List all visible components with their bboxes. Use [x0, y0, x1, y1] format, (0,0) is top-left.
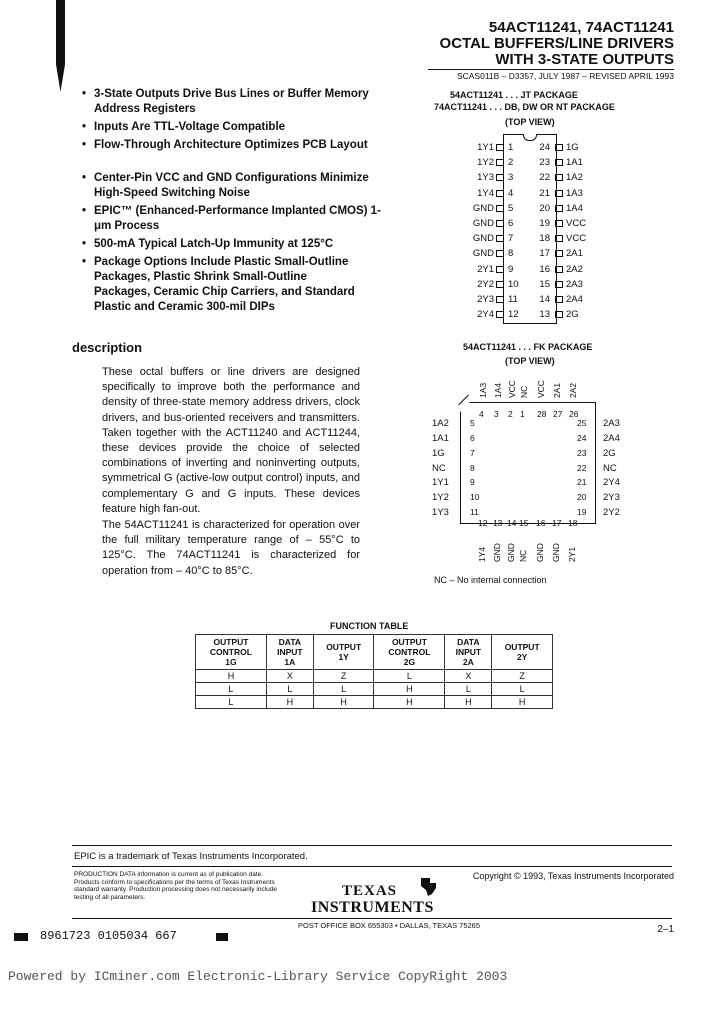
- pin-name: 1A3: [566, 187, 583, 199]
- fk-bottom-pin-label: 1Y4: [477, 546, 487, 562]
- fk-right-pin-number: 20: [577, 492, 587, 502]
- pin-name: VCC: [566, 218, 587, 229]
- header-line: INPUT: [277, 647, 303, 657]
- fk-right-pin-name: 2Y2: [603, 507, 620, 518]
- pin-number: 12: [508, 309, 519, 321]
- production-data-note: PRODUCTION DATA information is current as of publication date. Products conform to specifications per the terms of Texas Instruments standard warranty. Production processing does not necessarily include testing of all parameters.: [74, 871, 277, 901]
- function-table-cell: L: [445, 683, 492, 696]
- pin-number: 8: [508, 248, 514, 260]
- pin-name: 1Y3: [477, 172, 494, 184]
- pin-number: 10: [508, 278, 519, 290]
- function-table-cell: Z: [492, 670, 553, 683]
- pin-name: 2Y2: [477, 278, 494, 290]
- dip-pin-left: [458, 279, 519, 290]
- pin-stub: [555, 174, 563, 181]
- fk-right-pin-number: 24: [577, 433, 587, 443]
- dip-pin-right: [536, 294, 583, 305]
- fk-top-pin-number: 4: [479, 409, 484, 419]
- function-table-cell: H: [492, 696, 553, 709]
- fk-left-pin-number: 9: [470, 477, 475, 487]
- fk-bottom-pin-label: GND: [551, 543, 561, 562]
- function-table-cell: L: [374, 670, 445, 683]
- header-line: OUTPUT: [504, 642, 540, 652]
- pin-stub: [496, 220, 504, 227]
- dip-pin-right: [536, 188, 583, 199]
- fk-top-pin-number: 26: [569, 409, 579, 419]
- fk-left-pin-name: NC: [432, 463, 446, 474]
- pin-number: 18: [539, 233, 550, 245]
- header-line: DATA: [278, 637, 302, 647]
- feature-item: • 3-State Outputs Drive Bus Lines or Buffer Memory Address Registers: [82, 88, 369, 115]
- fk-top-pin-number: 28: [537, 409, 547, 419]
- pin-name: 2Y3: [477, 294, 494, 305]
- barcode-bar-right: [216, 933, 228, 941]
- function-table-row: [196, 683, 553, 696]
- pin-number: 1: [508, 142, 514, 153]
- fk-top-pin-label: 1A4: [493, 382, 503, 398]
- pin-number: 13: [539, 309, 550, 321]
- doc-code: SCAS011B – D3357, JULY 1987 – REVISED APRIL 1993: [456, 71, 674, 81]
- fk-right-pin-number: 25: [577, 418, 587, 428]
- pin-stub: [555, 190, 563, 197]
- pin-stub: [496, 250, 504, 257]
- fk-bottom-pin-label: GND: [535, 543, 545, 562]
- function-table-cell: H: [445, 696, 492, 709]
- function-table: [195, 634, 553, 709]
- fk-package-body: [460, 402, 596, 524]
- fk-top-pin-number: 2: [508, 409, 513, 419]
- pin-name: 1A1: [566, 157, 583, 169]
- pin-name: 1A4: [566, 202, 583, 214]
- pin-name: GND: [472, 202, 494, 214]
- fk-right-pin-name: 2A3: [603, 418, 620, 429]
- function-table-title: FUNCTION TABLE: [330, 621, 409, 631]
- fk-bottom-pin-number: 16: [536, 518, 546, 528]
- function-table-cell: L: [313, 683, 374, 696]
- header-line: 1G: [225, 657, 237, 667]
- fk-left-pin-number: 10: [470, 492, 480, 502]
- dip-pin-left: [458, 233, 513, 244]
- feature-item: • Package Options Include Plastic Small-Outline Packages, Plastic Shrink Small-Outline Packages, Ceramic Chip Carriers, and Standard Plastic and Ceramic 300-mil DIPs: [82, 256, 355, 313]
- fk-top-pin-number: 3: [494, 409, 499, 419]
- function-table-cell: L: [196, 696, 267, 709]
- pin-number: 21: [539, 187, 550, 199]
- pin-name: 1Y2: [477, 157, 494, 169]
- fk-bottom-pin-label: 2Y1: [567, 546, 577, 562]
- pin-number: 2: [508, 157, 514, 169]
- fk-right-pin-number: 21: [577, 477, 587, 487]
- function-table-header: [196, 635, 267, 670]
- function-table-header: [266, 635, 313, 670]
- pin-name: 2A4: [566, 294, 583, 305]
- pin-number: 24: [539, 142, 550, 153]
- barcode-text: 8961723 0105034 667: [40, 929, 177, 943]
- pin-stub: [555, 220, 563, 227]
- pin-number: 22: [539, 172, 550, 184]
- function-table-row: [196, 696, 553, 709]
- fk-top-pin-label: NC: [519, 385, 529, 398]
- trademark-note: EPIC is a trademark of Texas Instruments Incorporated.: [74, 851, 308, 862]
- description-heading: description: [72, 340, 143, 355]
- fk-right-pin-name: 2G: [603, 448, 616, 459]
- fk-right-pin-number: 23: [577, 448, 587, 458]
- dip-pin-left: [458, 294, 518, 305]
- fk-left-pin-number: 6: [470, 433, 475, 443]
- fk-top-pin-label: VCC: [507, 380, 517, 398]
- pin-stub: [496, 281, 504, 288]
- fk-left-pin-name: 1Y1: [432, 477, 449, 488]
- pin-number: 9: [508, 263, 514, 275]
- dip-pin-left: [458, 218, 513, 229]
- powered-by-banner: Powered by ICminer.com Electronic-Library Service CopyRight 2003: [8, 969, 508, 984]
- dip-package-label2: 74ACT11241 . . . DB, DW OR NT PACKAGE: [434, 102, 615, 112]
- brand-texas: TEXAS: [342, 883, 398, 899]
- function-table-cell: L: [196, 683, 267, 696]
- pin-name: GND: [472, 248, 494, 260]
- header-line: INPUT: [455, 647, 482, 657]
- page-number: 2–1: [657, 924, 674, 935]
- pin-name: 2G: [566, 309, 579, 321]
- fk-bottom-pin-label: GND: [506, 543, 516, 562]
- feature-item: • Flow-Through Architecture Optimizes PCB Layout: [82, 139, 368, 151]
- nc-note: NC – No internal connection: [434, 575, 547, 585]
- fk-right-pin-name: 2Y3: [603, 492, 620, 503]
- dip-pin-left: [458, 203, 513, 214]
- pin-stub: [496, 296, 504, 303]
- header-line: 2G: [403, 657, 416, 667]
- pin-name: 1G: [566, 142, 579, 153]
- pin-stub: [496, 190, 504, 197]
- fk-top-pin-label: 2A1: [552, 382, 562, 398]
- pin-stub: [555, 250, 563, 257]
- dip-pin-left: [458, 188, 513, 199]
- dip-pin-right: [536, 279, 583, 290]
- fk-left-pin-number: 7: [470, 448, 475, 458]
- header-line: 2A: [462, 657, 474, 667]
- barcode-bar-left: [14, 933, 28, 941]
- fk-top-pin-label: 2A2: [568, 382, 578, 398]
- fk-left-pin-name: 1A2: [432, 418, 449, 429]
- header-line: 1Y: [338, 652, 349, 662]
- pin-stub: [555, 311, 563, 318]
- dip-pin-right: [536, 218, 586, 229]
- fk-bottom-pin-number: 18: [568, 518, 578, 528]
- function-table-cell: Z: [313, 670, 374, 683]
- pin-stub: [496, 266, 504, 273]
- pin-number: 3: [508, 172, 514, 184]
- fk-top-pin-number: 1: [520, 409, 525, 419]
- dip-pin-right: [536, 233, 586, 244]
- fk-bottom-pin-number: 17: [552, 518, 562, 528]
- function-table-cell: L: [492, 683, 553, 696]
- fk-left-pin-name: 1A1: [432, 433, 449, 444]
- fk-right-pin-number: 22: [577, 463, 587, 473]
- fk-package-corner: [458, 395, 469, 406]
- pin-number: 14: [539, 294, 550, 305]
- fk-right-pin-name: NC: [603, 463, 617, 474]
- function-table-cell: X: [266, 670, 313, 683]
- feature-item: • Center-Pin VCC and GND Configurations Minimize High-Speed Switching Noise: [82, 172, 369, 199]
- footer-rule-mid: [72, 866, 672, 867]
- fk-top-view: (TOP VIEW): [505, 356, 555, 366]
- fk-bottom-pin-number: 15: [519, 518, 529, 528]
- pin-name: GND: [472, 233, 494, 245]
- brand-instruments: INSTRUMENTS: [311, 899, 434, 916]
- dip-top-view: (TOP VIEW): [505, 117, 555, 127]
- dip-pin-right: [536, 157, 583, 168]
- fk-bottom-pin-label: NC: [518, 549, 528, 562]
- pin-number: 19: [539, 218, 550, 229]
- function-table-cell: H: [374, 696, 445, 709]
- pin-stub: [496, 205, 504, 212]
- dip-pin-left: [458, 248, 513, 259]
- fk-left-pin-number: 5: [470, 418, 475, 428]
- fk-left-pin-number: 8: [470, 463, 475, 473]
- dip-pin-left: [458, 264, 513, 275]
- pin-name: 2A2: [566, 263, 583, 275]
- device-title-line1: OCTAL BUFFERS/LINE DRIVERS: [439, 35, 674, 52]
- fk-bottom-pin-number: 14: [507, 518, 517, 528]
- function-table-header: [492, 635, 553, 670]
- pin-name: 1Y1: [477, 142, 494, 153]
- pin-number: 5: [508, 202, 514, 214]
- edge-tab-bar: [56, 0, 65, 92]
- fk-top-pin-label: VCC: [536, 380, 546, 398]
- function-table-header: [313, 635, 374, 670]
- fk-right-pin-number: 19: [577, 507, 587, 517]
- pin-name: 1A2: [566, 172, 583, 184]
- header-line: DATA: [457, 637, 480, 647]
- footer-rule-bottom: [72, 918, 672, 919]
- fk-bottom-pin-label: GND: [492, 543, 502, 562]
- pin-stub: [555, 205, 563, 212]
- pin-stub: [496, 174, 504, 181]
- fk-left-pin-number: 11: [470, 507, 479, 517]
- pin-stub: [496, 159, 504, 166]
- header-line: OUTPUT: [326, 642, 362, 652]
- function-table-cell: H: [374, 683, 445, 696]
- pin-stub: [496, 311, 504, 318]
- dip-package-label1: 54ACT11241 . . . JT PACKAGE: [450, 90, 578, 100]
- fk-top-pin-label: 1A3: [478, 382, 488, 398]
- dip-pin-right: [536, 203, 583, 214]
- address: POST OFFICE BOX 655303 • DALLAS, TEXAS 75265: [298, 921, 481, 930]
- pin-number: 11: [508, 294, 518, 305]
- dip-pin-right: [536, 142, 579, 153]
- pin-stub: [496, 144, 504, 151]
- pin-number: 20: [539, 202, 550, 214]
- part-number-title: 54ACT11241, 74ACT11241: [488, 19, 674, 36]
- pin-stub: [496, 235, 504, 242]
- header-line: CONTROL: [388, 647, 431, 657]
- header-line: CONTROL: [209, 647, 252, 657]
- pin-stub: [555, 266, 563, 273]
- fk-top-pin-number: 27: [553, 409, 563, 419]
- pin-stub: [555, 144, 563, 151]
- pin-stub: [555, 159, 563, 166]
- description-para1: These octal buffers or line drivers are designed specifically to improve both the performance and density of three-state memory address drivers, clock drivers, and bus-oriented receivers and transmitters. Taken together with the ACT11240 and ACT11244, these devices provide the choice of selected combinations of inverting and noninverting outputs, symmetrical G (active-low output control) inputs, and complementary G and G inputs. These devices feature high fan-out.: [102, 366, 360, 515]
- device-title-line2: WITH 3-STATE OUTPUTS: [495, 51, 674, 68]
- fk-left-pin-name: 1Y3: [432, 507, 449, 518]
- pin-name: 2Y1: [477, 263, 494, 275]
- function-table-cell: X: [445, 670, 492, 683]
- pin-number: 23: [539, 157, 550, 169]
- header-line: 1A: [284, 657, 296, 667]
- fk-right-pin-name: 2A4: [603, 433, 620, 444]
- function-table-cell: H: [266, 696, 313, 709]
- footer-rule-top: [72, 845, 672, 846]
- pin-number: 17: [539, 248, 550, 260]
- fk-right-pin-name: 2Y4: [603, 477, 620, 488]
- function-table-header: [445, 635, 492, 670]
- function-table-cell: H: [196, 670, 267, 683]
- fk-bottom-pin-number: 13: [493, 518, 503, 528]
- pin-number: 16: [539, 263, 550, 275]
- fk-package-label: 54ACT11241 . . . FK PACKAGE: [463, 342, 593, 352]
- feature-item: • 500-mA Typical Latch-Up Immunity at 125°C: [82, 238, 334, 250]
- header-line: OUTPUT: [391, 637, 427, 647]
- function-table-header: [374, 635, 445, 670]
- pin-stub: [555, 235, 563, 242]
- dip-pin-left: [458, 309, 519, 320]
- header-line: 2Y: [516, 652, 528, 662]
- dip-pin-right: [536, 172, 583, 183]
- pin-stub: [555, 296, 563, 303]
- feature-item: • Inputs Are TTL-Voltage Compatible: [82, 121, 286, 133]
- pin-number: 15: [539, 278, 550, 290]
- dip-pin-right: [536, 248, 583, 259]
- header-rule: [428, 69, 674, 70]
- pin-stub: [555, 281, 563, 288]
- pin-number: 7: [508, 233, 514, 245]
- dip-pin-left: [458, 142, 513, 153]
- pin-name: VCC: [566, 233, 587, 245]
- pin-name: 2A3: [566, 278, 583, 290]
- function-table-row: [196, 670, 553, 683]
- pin-name: 2Y4: [477, 309, 494, 321]
- function-table-cell: L: [266, 683, 313, 696]
- description-para2: The 54ACT11241 is characterized for operation over the full military temperature range of – 55°C to 125°C. The 74ACT11241 is characterized for operation from – 40°C to 85°C.: [102, 519, 360, 577]
- pin-number: 4: [508, 187, 514, 199]
- pin-name: 1Y4: [477, 187, 494, 199]
- dip-pin-left: [458, 172, 513, 183]
- fk-bottom-pin-number: 12: [478, 518, 488, 528]
- dip-pin-right: [536, 264, 583, 275]
- pin-name: GND: [472, 218, 494, 229]
- dip-pin-left: [458, 157, 513, 168]
- pin-number: 6: [508, 218, 514, 229]
- header-line: OUTPUT: [213, 637, 249, 647]
- feature-item: • EPIC™ (Enhanced-Performance Implanted CMOS) 1-μm Process: [82, 205, 381, 232]
- dip-pin-right: [536, 309, 579, 320]
- function-table-cell: H: [313, 696, 374, 709]
- copyright: Copyright © 1993, Texas Instruments Incorporated: [472, 871, 674, 881]
- pin-name: 2A1: [566, 248, 583, 260]
- fk-left-pin-name: 1G: [432, 448, 445, 459]
- fk-left-pin-name: 1Y2: [432, 492, 449, 503]
